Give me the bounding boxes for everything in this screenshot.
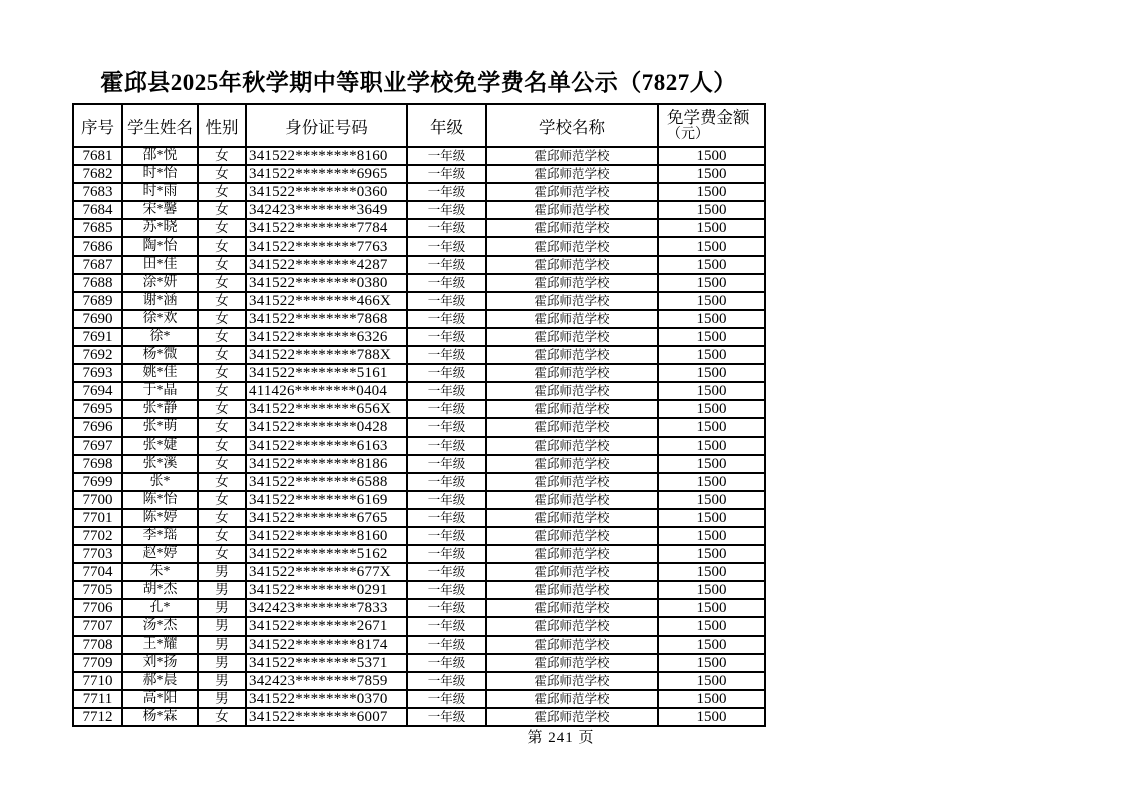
cell-gender: 女 — [198, 382, 246, 400]
cell-grade: 一年级 — [407, 274, 486, 292]
cell-amount: 1500 — [658, 418, 765, 436]
cell-amount: 1500 — [658, 183, 765, 201]
cell-gender: 女 — [198, 328, 246, 346]
cell-grade: 一年级 — [407, 256, 486, 274]
cell-amount: 1500 — [658, 672, 765, 690]
student-table-body — [73, 147, 765, 726]
table-row — [73, 708, 765, 726]
cell-amount: 1500 — [658, 400, 765, 418]
cell-gender: 女 — [198, 527, 246, 545]
cell-student-name: 谢*涵 — [122, 292, 198, 310]
cell-id-number: 342423********7859 — [246, 672, 407, 690]
table-row — [73, 455, 765, 473]
cell-id-number: 341522********5371 — [246, 654, 407, 672]
cell-amount: 1500 — [658, 147, 765, 165]
cell-gender: 男 — [198, 617, 246, 635]
table-row — [73, 599, 765, 617]
cell-grade: 一年级 — [407, 219, 486, 237]
cell-gender: 女 — [198, 400, 246, 418]
cell-grade: 一年级 — [407, 581, 486, 599]
cell-school: 霍邱师范学校 — [486, 545, 658, 563]
cell-school: 霍邱师范学校 — [486, 165, 658, 183]
table-row — [73, 256, 765, 274]
cell-gender: 女 — [198, 491, 246, 509]
cell-gender: 男 — [198, 599, 246, 617]
cell-grade: 一年级 — [407, 328, 486, 346]
cell-id-number: 341522********8186 — [246, 455, 407, 473]
cell-gender: 女 — [198, 418, 246, 436]
cell-school: 霍邱师范学校 — [486, 201, 658, 219]
cell-student-name: 时*雨 — [122, 183, 198, 201]
table-row — [73, 636, 765, 654]
cell-seq: 7687 — [73, 256, 122, 274]
cell-school: 霍邱师范学校 — [486, 563, 658, 581]
table-row — [73, 364, 765, 382]
cell-gender: 女 — [198, 437, 246, 455]
cell-amount: 1500 — [658, 509, 765, 527]
table-row — [73, 654, 765, 672]
cell-id-number: 341522********0360 — [246, 183, 407, 201]
cell-id-number: 341522********8160 — [246, 147, 407, 165]
page-title: 霍邱县2025年秋学期中等职业学校免学费名单公示（7827人） — [100, 70, 737, 95]
table-row — [73, 473, 765, 491]
cell-grade: 一年级 — [407, 672, 486, 690]
table-row — [73, 690, 765, 708]
cell-student-name: 徐*欢 — [122, 310, 198, 328]
cell-grade: 一年级 — [407, 346, 486, 364]
page-number: 第 241 页 — [527, 730, 595, 746]
cell-id-number: 341522********6169 — [246, 491, 407, 509]
cell-amount: 1500 — [658, 581, 765, 599]
table-row — [73, 545, 765, 563]
cell-grade: 一年级 — [407, 382, 486, 400]
table-row — [73, 491, 765, 509]
cell-id-number: 341522********7763 — [246, 237, 407, 255]
cell-seq: 7691 — [73, 328, 122, 346]
cell-school: 霍邱师范学校 — [486, 437, 658, 455]
header-amount-line2: （元） — [667, 127, 709, 142]
cell-school: 霍邱师范学校 — [486, 237, 658, 255]
cell-seq: 7681 — [73, 147, 122, 165]
cell-id-number: 341522********0291 — [246, 581, 407, 599]
cell-gender: 女 — [198, 183, 246, 201]
cell-id-number: 341522********8160 — [246, 527, 407, 545]
table-row — [73, 617, 765, 635]
cell-seq: 7701 — [73, 509, 122, 527]
cell-seq: 7696 — [73, 418, 122, 436]
cell-school: 霍邱师范学校 — [486, 256, 658, 274]
cell-school: 霍邱师范学校 — [486, 672, 658, 690]
table-row — [73, 382, 765, 400]
cell-student-name: 高*阳 — [122, 690, 198, 708]
cell-gender: 女 — [198, 310, 246, 328]
cell-id-number: 341522********6326 — [246, 328, 407, 346]
cell-student-name: 苏*晓 — [122, 219, 198, 237]
cell-seq: 7711 — [73, 690, 122, 708]
cell-seq: 7699 — [73, 473, 122, 491]
cell-gender: 女 — [198, 256, 246, 274]
cell-student-name: 于*晶 — [122, 382, 198, 400]
cell-grade: 一年级 — [407, 437, 486, 455]
cell-amount: 1500 — [658, 364, 765, 382]
table-row — [73, 147, 765, 165]
cell-grade: 一年级 — [407, 201, 486, 219]
cell-seq: 7710 — [73, 672, 122, 690]
cell-seq: 7703 — [73, 545, 122, 563]
cell-grade: 一年级 — [407, 400, 486, 418]
cell-seq: 7693 — [73, 364, 122, 382]
cell-amount: 1500 — [658, 437, 765, 455]
cell-school: 霍邱师范学校 — [486, 527, 658, 545]
cell-grade: 一年级 — [407, 473, 486, 491]
cell-student-name: 张*萌 — [122, 418, 198, 436]
cell-school: 霍邱师范学校 — [486, 418, 658, 436]
cell-school: 霍邱师范学校 — [486, 364, 658, 382]
cell-amount: 1500 — [658, 545, 765, 563]
cell-student-name: 杨*霖 — [122, 708, 198, 726]
cell-school: 霍邱师范学校 — [486, 274, 658, 292]
cell-seq: 7708 — [73, 636, 122, 654]
cell-seq: 7686 — [73, 237, 122, 255]
cell-school: 霍邱师范学校 — [486, 183, 658, 201]
cell-student-name: 姚*佳 — [122, 364, 198, 382]
cell-gender: 男 — [198, 581, 246, 599]
table-row — [73, 201, 765, 219]
cell-id-number: 341522********8174 — [246, 636, 407, 654]
cell-amount: 1500 — [658, 346, 765, 364]
cell-amount: 1500 — [658, 708, 765, 726]
cell-seq: 7705 — [73, 581, 122, 599]
table-row — [73, 237, 765, 255]
table-row — [73, 346, 765, 364]
cell-grade: 一年级 — [407, 708, 486, 726]
cell-grade: 一年级 — [407, 292, 486, 310]
cell-seq: 7684 — [73, 201, 122, 219]
cell-student-name: 涂*妍 — [122, 274, 198, 292]
cell-grade: 一年级 — [407, 509, 486, 527]
cell-student-name: 王*耀 — [122, 636, 198, 654]
table-row — [73, 437, 765, 455]
header-seq: 序号 — [73, 104, 122, 147]
table-row — [73, 563, 765, 581]
cell-student-name: 赵*婷 — [122, 545, 198, 563]
cell-grade: 一年级 — [407, 418, 486, 436]
cell-student-name: 张* — [122, 473, 198, 491]
cell-student-name: 陶*怡 — [122, 237, 198, 255]
cell-amount: 1500 — [658, 237, 765, 255]
cell-id-number: 341522********677X — [246, 563, 407, 581]
table-row — [73, 672, 765, 690]
cell-seq: 7685 — [73, 219, 122, 237]
header-student-name: 学生姓名 — [122, 104, 198, 147]
header-gender: 性别 — [198, 104, 246, 147]
cell-gender: 女 — [198, 165, 246, 183]
cell-gender: 女 — [198, 201, 246, 219]
cell-seq: 7706 — [73, 599, 122, 617]
cell-grade: 一年级 — [407, 455, 486, 473]
cell-seq: 7698 — [73, 455, 122, 473]
cell-seq: 7689 — [73, 292, 122, 310]
table-row — [73, 183, 765, 201]
cell-seq: 7690 — [73, 310, 122, 328]
cell-id-number: 341522********6588 — [246, 473, 407, 491]
cell-school: 霍邱师范学校 — [486, 147, 658, 165]
cell-student-name: 汤*杰 — [122, 617, 198, 635]
cell-student-name: 陈*婷 — [122, 509, 198, 527]
cell-id-number: 341522********6965 — [246, 165, 407, 183]
cell-gender: 男 — [198, 563, 246, 581]
cell-grade: 一年级 — [407, 654, 486, 672]
cell-amount: 1500 — [658, 690, 765, 708]
cell-student-name: 田*佳 — [122, 256, 198, 274]
cell-id-number: 341522********6007 — [246, 708, 407, 726]
cell-amount: 1500 — [658, 274, 765, 292]
cell-school: 霍邱师范学校 — [486, 708, 658, 726]
cell-id-number: 341522********4287 — [246, 256, 407, 274]
cell-school: 霍邱师范学校 — [486, 346, 658, 364]
cell-school: 霍邱师范学校 — [486, 473, 658, 491]
cell-seq: 7697 — [73, 437, 122, 455]
cell-id-number: 341522********2671 — [246, 617, 407, 635]
cell-grade: 一年级 — [407, 617, 486, 635]
cell-id-number: 341522********7868 — [246, 310, 407, 328]
header-grade: 年级 — [407, 104, 486, 147]
cell-grade: 一年级 — [407, 527, 486, 545]
cell-student-name: 胡*杰 — [122, 581, 198, 599]
cell-gender: 女 — [198, 364, 246, 382]
header-school: 学校名称 — [486, 104, 658, 147]
cell-amount: 1500 — [658, 563, 765, 581]
cell-amount: 1500 — [658, 473, 765, 491]
cell-seq: 7704 — [73, 563, 122, 581]
cell-seq: 7688 — [73, 274, 122, 292]
cell-school: 霍邱师范学校 — [486, 382, 658, 400]
cell-id-number: 341522********0380 — [246, 274, 407, 292]
cell-school: 霍邱师范学校 — [486, 690, 658, 708]
cell-amount: 1500 — [658, 617, 765, 635]
cell-gender: 女 — [198, 147, 246, 165]
cell-id-number: 341522********6163 — [246, 437, 407, 455]
cell-school: 霍邱师范学校 — [486, 310, 658, 328]
cell-school: 霍邱师范学校 — [486, 654, 658, 672]
cell-id-number: 411426********0404 — [246, 382, 407, 400]
cell-seq: 7702 — [73, 527, 122, 545]
cell-grade: 一年级 — [407, 183, 486, 201]
cell-seq: 7694 — [73, 382, 122, 400]
cell-amount: 1500 — [658, 292, 765, 310]
header-id-number: 身份证号码 — [246, 104, 407, 147]
header-row — [73, 104, 765, 147]
cell-student-name: 徐* — [122, 328, 198, 346]
cell-student-name: 朱* — [122, 563, 198, 581]
cell-school: 霍邱师范学校 — [486, 328, 658, 346]
cell-gender: 女 — [198, 455, 246, 473]
cell-school: 霍邱师范学校 — [486, 509, 658, 527]
cell-amount: 1500 — [658, 219, 765, 237]
cell-id-number: 341522********6765 — [246, 509, 407, 527]
table-row — [73, 527, 765, 545]
header-amount-line1: 免学费金额 — [667, 108, 750, 127]
cell-seq: 7695 — [73, 400, 122, 418]
cell-id-number: 342423********3649 — [246, 201, 407, 219]
cell-student-name: 郝*晨 — [122, 672, 198, 690]
table-row — [73, 219, 765, 237]
cell-student-name: 时*怡 — [122, 165, 198, 183]
table-header — [73, 104, 765, 147]
table-row — [73, 400, 765, 418]
student-table — [72, 103, 766, 727]
cell-grade: 一年级 — [407, 237, 486, 255]
cell-grade: 一年级 — [407, 599, 486, 617]
cell-seq: 7682 — [73, 165, 122, 183]
cell-id-number: 341522********466X — [246, 292, 407, 310]
cell-grade: 一年级 — [407, 491, 486, 509]
table-row — [73, 328, 765, 346]
cell-school: 霍邱师范学校 — [486, 491, 658, 509]
cell-id-number: 341522********5161 — [246, 364, 407, 382]
header-amount — [658, 104, 765, 147]
cell-seq: 7683 — [73, 183, 122, 201]
table-row — [73, 418, 765, 436]
cell-amount: 1500 — [658, 599, 765, 617]
cell-gender: 女 — [198, 545, 246, 563]
cell-id-number: 341522********656X — [246, 400, 407, 418]
table-row — [73, 274, 765, 292]
cell-amount: 1500 — [658, 636, 765, 654]
cell-amount: 1500 — [658, 256, 765, 274]
cell-grade: 一年级 — [407, 165, 486, 183]
cell-gender: 女 — [198, 274, 246, 292]
cell-seq: 7692 — [73, 346, 122, 364]
cell-student-name: 邵*悦 — [122, 147, 198, 165]
cell-school: 霍邱师范学校 — [486, 617, 658, 635]
cell-id-number: 341522********7784 — [246, 219, 407, 237]
cell-gender: 女 — [198, 219, 246, 237]
cell-grade: 一年级 — [407, 690, 486, 708]
cell-school: 霍邱师范学校 — [486, 400, 658, 418]
cell-student-name: 张*婕 — [122, 437, 198, 455]
cell-school: 霍邱师范学校 — [486, 636, 658, 654]
cell-gender: 男 — [198, 672, 246, 690]
cell-student-name: 孔* — [122, 599, 198, 617]
cell-student-name: 杨*微 — [122, 346, 198, 364]
cell-gender: 男 — [198, 690, 246, 708]
cell-amount: 1500 — [658, 382, 765, 400]
cell-student-name: 刘*扬 — [122, 654, 198, 672]
cell-student-name: 张*静 — [122, 400, 198, 418]
cell-amount: 1500 — [658, 201, 765, 219]
cell-gender: 女 — [198, 292, 246, 310]
table-row — [73, 292, 765, 310]
cell-amount: 1500 — [658, 654, 765, 672]
cell-gender: 男 — [198, 654, 246, 672]
cell-gender: 女 — [198, 237, 246, 255]
cell-amount: 1500 — [658, 310, 765, 328]
cell-school: 霍邱师范学校 — [486, 455, 658, 473]
cell-gender: 男 — [198, 636, 246, 654]
cell-grade: 一年级 — [407, 310, 486, 328]
cell-id-number: 341522********5162 — [246, 545, 407, 563]
cell-grade: 一年级 — [407, 147, 486, 165]
cell-id-number: 341522********0428 — [246, 418, 407, 436]
cell-amount: 1500 — [658, 455, 765, 473]
cell-student-name: 宋*馨 — [122, 201, 198, 219]
cell-seq: 7707 — [73, 617, 122, 635]
cell-seq: 7709 — [73, 654, 122, 672]
cell-school: 霍邱师范学校 — [486, 581, 658, 599]
cell-id-number: 341522********788X — [246, 346, 407, 364]
cell-amount: 1500 — [658, 527, 765, 545]
cell-grade: 一年级 — [407, 364, 486, 382]
cell-seq: 7700 — [73, 491, 122, 509]
cell-id-number: 341522********0370 — [246, 690, 407, 708]
table-row — [73, 581, 765, 599]
cell-amount: 1500 — [658, 491, 765, 509]
cell-gender: 女 — [198, 346, 246, 364]
cell-school: 霍邱师范学校 — [486, 599, 658, 617]
cell-grade: 一年级 — [407, 563, 486, 581]
cell-student-name: 李*瑶 — [122, 527, 198, 545]
cell-grade: 一年级 — [407, 545, 486, 563]
cell-amount: 1500 — [658, 328, 765, 346]
cell-seq: 7712 — [73, 708, 122, 726]
cell-student-name: 陈*怡 — [122, 491, 198, 509]
cell-gender: 女 — [198, 509, 246, 527]
cell-id-number: 342423********7833 — [246, 599, 407, 617]
cell-grade: 一年级 — [407, 636, 486, 654]
table-row — [73, 165, 765, 183]
cell-school: 霍邱师范学校 — [486, 292, 658, 310]
cell-gender: 女 — [198, 708, 246, 726]
cell-school: 霍邱师范学校 — [486, 219, 658, 237]
cell-student-name: 张*溪 — [122, 455, 198, 473]
cell-gender: 女 — [198, 473, 246, 491]
cell-amount: 1500 — [658, 165, 765, 183]
table-row — [73, 310, 765, 328]
table-row — [73, 509, 765, 527]
